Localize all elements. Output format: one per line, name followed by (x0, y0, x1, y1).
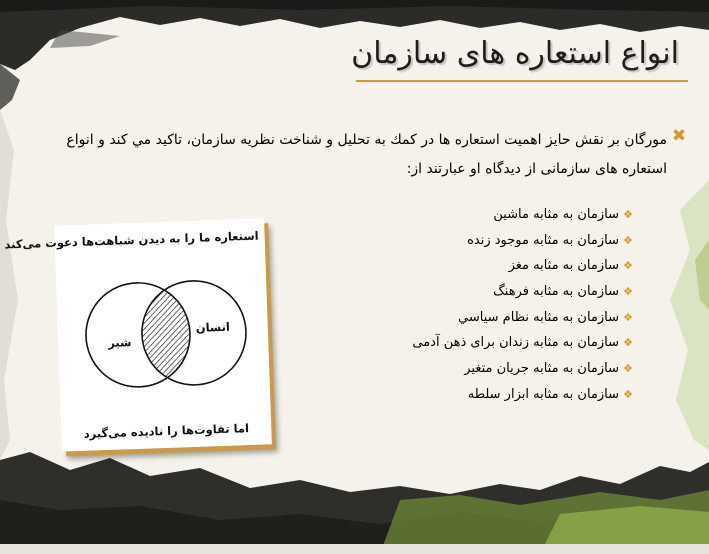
list-item: ❖سازمان به مثابه ابزار سلطه (412, 382, 635, 408)
diamond-bullet-icon: ❖ (623, 285, 633, 299)
list-item: ❖سازمان به مثابه موجود زنده (412, 228, 635, 254)
x-bullet-icon: ✖ (671, 126, 687, 146)
list-item: ❖سازمان به مثابه جريان متغير (412, 356, 635, 382)
list-item: ❖سازمان به مثابه زندان براى ذهن آدمى (412, 330, 635, 356)
intro-paragraph: مورگان بر نقش حايز اهميت استعاره ها در كمك به تحليل و شناخت نظريه سازمان، تاكيد مي كند و انواع استعاره هاى سازمانى از ديدگاه او عبارتند از: (66, 132, 667, 177)
list-item: ❖سازمان به مثابه ماشين (412, 202, 635, 228)
list-item: ❖سازمان به مثابه مغز (412, 253, 635, 279)
diamond-bullet-icon: ❖ (623, 259, 633, 273)
title-underline (356, 80, 688, 82)
venn-circles (4, 218, 272, 451)
venn-diagram-image (4, 218, 272, 451)
diamond-bullet-icon: ❖ (623, 208, 633, 221)
overlap-hatch (140, 279, 248, 387)
right-circle-label: انسان (195, 319, 231, 335)
left-circle-label: شير (107, 335, 132, 350)
metaphor-list (412, 202, 635, 408)
list-item: ❖سازمان به مثابه فرهنگ (412, 279, 635, 305)
list-item: ❖سازمان به مثابه نظام سياسي (412, 305, 635, 331)
diamond-bullet-icon: ❖ (623, 233, 633, 247)
image-bottom-caption: اما تفاوت‌ها را ناديده مى‌گيرد (83, 421, 250, 441)
diamond-bullet-icon: ❖ (623, 387, 633, 401)
diamond-bullet-icon: ❖ (623, 336, 633, 350)
diamond-bullet-icon: ❖ (623, 362, 633, 376)
image-top-caption: استعاره ما را به ديدن شباهت‌ها دعوت مى‌كند (4, 228, 259, 252)
diamond-bullet-icon: ❖ (623, 310, 633, 324)
slide-title: انواع استعاره هاى سازمان (351, 36, 679, 71)
